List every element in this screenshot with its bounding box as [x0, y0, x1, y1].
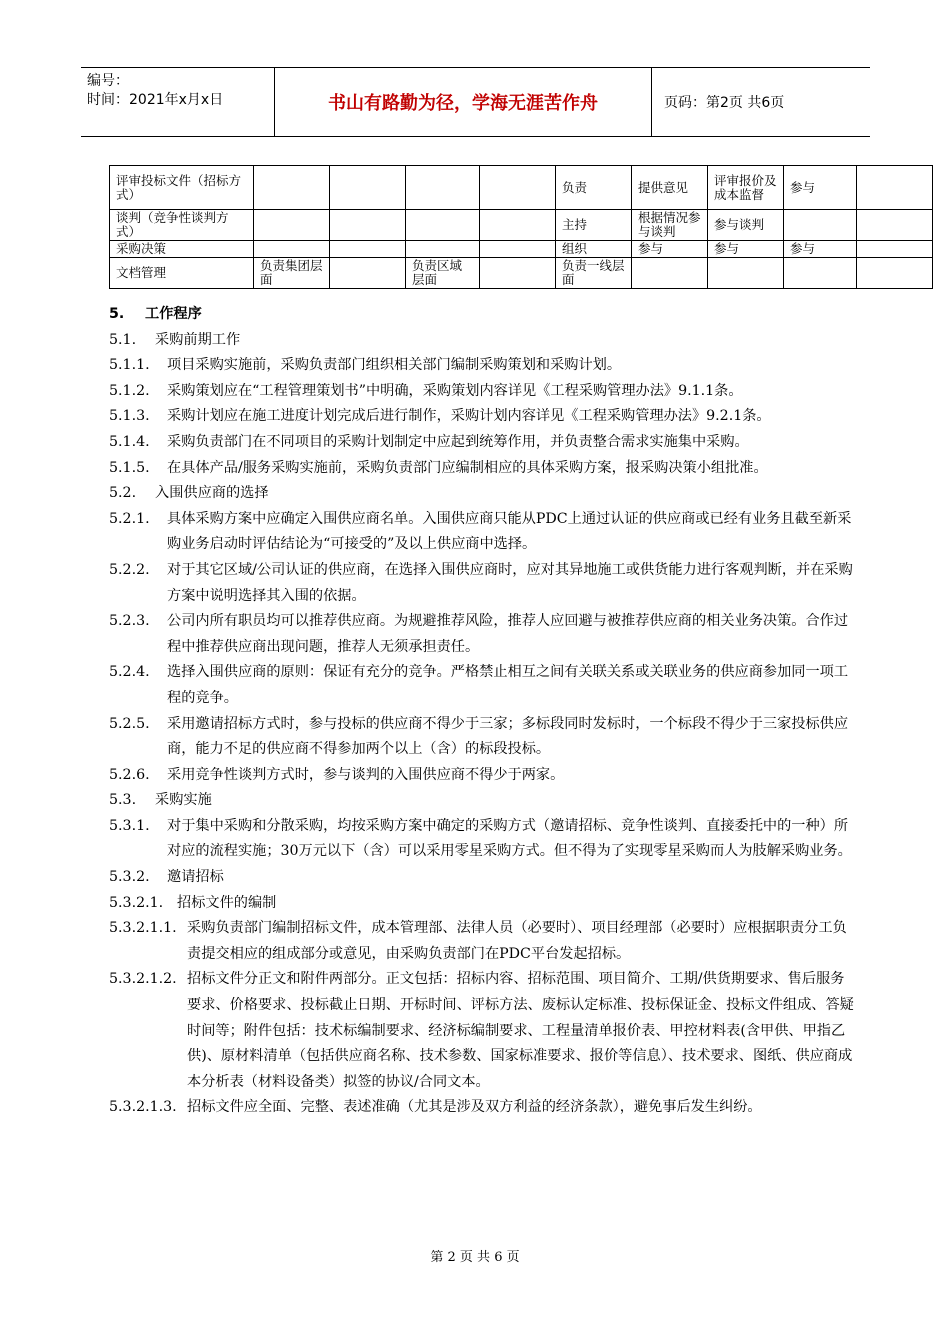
- section-number: 5.1.1.: [109, 357, 150, 374]
- section-text: 招标文件的编制: [177, 894, 277, 911]
- section-text: 在具体产品/服务采购实施前，采购负责部门应编制相应的具体采购方案，报采购决策小组批准。: [167, 459, 768, 476]
- section-paragraph: [109, 456, 854, 482]
- table-row: [110, 210, 933, 241]
- table-cell: [330, 166, 406, 210]
- table-cell: [254, 210, 330, 241]
- section-text: 采购负责部门在不同项目的采购计划制定中应起到统筹作用，并负责整合需求实施集中采购。: [167, 433, 749, 450]
- table-cell: [632, 258, 708, 289]
- table-cell: 组织: [556, 241, 632, 258]
- section-text: 对于集中采购和分散采购，均按采购方案中确定的采购方式（邀请招标、竞争性谈判、直接委托中的一种）所对应的流程实施；30万元以下（含）可以采用零星采购方式。但不得为了实现零星采购而人为肢解采购业务。: [167, 817, 852, 860]
- header-motto: 书山有路勤为径，学海无涯苦作舟: [275, 68, 652, 136]
- table-cell: [254, 166, 330, 210]
- section-paragraph: [109, 609, 854, 660]
- section-text: 采用竞争性谈判方式时，参与谈判的入围供应商不得少于两家。: [167, 766, 565, 783]
- section-paragraph: [109, 712, 854, 763]
- section-number: 5.2.: [109, 485, 137, 502]
- section-paragraph: [109, 507, 854, 558]
- table-cell: [784, 258, 857, 289]
- table-cell: 负责集团层面: [254, 258, 330, 289]
- page-header: [81, 67, 870, 137]
- section-paragraph: [109, 916, 854, 967]
- table-cell: 采购决策: [110, 241, 254, 258]
- table-row: [110, 258, 933, 289]
- section-text: 采购策划应在“工程管理策划书”中明确，采购策划内容详见《工程采购管理办法》9.1.1条。: [167, 382, 743, 399]
- section-number: 5.3.2.1.: [109, 894, 164, 911]
- section-paragraph: [109, 379, 854, 405]
- section-number: 5.2.6.: [109, 766, 150, 783]
- doc-date: 时间：2021年x月x日: [87, 92, 224, 108]
- section-text: 采购负责部门编制招标文件，成本管理部、法律人员（必要时）、项目经理部（必要时）应根据职责分工负责提交相应的组成部分或意见，由采购负责部门在PDC平台发起招标。: [187, 920, 847, 962]
- table-cell: [480, 210, 556, 241]
- table-cell: [857, 241, 933, 258]
- section-text: 采购前期工作: [155, 331, 241, 348]
- section-number: 5.1.3.: [109, 408, 150, 425]
- header-meta: [81, 68, 275, 136]
- table-cell: 根据情况参与谈判: [632, 210, 708, 241]
- table-cell: 评审投标文件（招标方式）: [110, 166, 254, 210]
- table-cell: [857, 258, 933, 289]
- section-paragraph: [109, 660, 854, 711]
- section-number: 5.1.: [109, 331, 137, 348]
- table-cell: [480, 241, 556, 258]
- table-cell: [406, 166, 480, 210]
- section-text: 入围供应商的选择: [155, 485, 269, 502]
- table-cell: [480, 258, 556, 289]
- section-number: 5.3.: [109, 792, 137, 809]
- section-number: 5.2.4.: [109, 664, 150, 681]
- section-paragraph: [109, 353, 854, 379]
- section-number: 5.3.2.: [109, 869, 150, 886]
- section-text: 邀请招标: [167, 869, 224, 886]
- section-text: 对于其它区域/公司认证的供应商，在选择入围供应商时，应对其异地施工或供货能力进行客观判断，并在采购方案中说明选择其入围的依据。: [167, 561, 853, 604]
- section-paragraph: [109, 481, 854, 507]
- section-paragraph: [109, 404, 854, 430]
- section-text: 招标文件分正文和附件两部分。正文包括：招标内容、招标范围、项目简介、工期/供货期要求、售后服务要求、价格要求、投标截止日期、开标时间、评标方法、废标认定标准、投标保证金、投标文件组成、答疑时间等；附件包括：技术标编制要求、经济标编制要求、工程量清单报价表、甲控材料表(含甲供、甲指乙供)、原材料清单（包括供应商名称、技术参数、国家标准要求、报价等信息）、技术要求、图纸、供应商成本分析表（材料设备类）拟签的协议/合同文本。: [187, 971, 854, 1090]
- table-cell: [406, 210, 480, 241]
- section-text: 采购计划应在施工进度计划完成后进行制作，采购计划内容详见《工程采购管理办法》9.2.1条。: [167, 408, 771, 425]
- table-cell: 参与: [708, 241, 784, 258]
- table-cell: [480, 166, 556, 210]
- table-cell: 参与: [784, 241, 857, 258]
- page-footer: 第 2 页 共 6 页: [430, 1250, 520, 1265]
- section-number: 5.2.2.: [109, 561, 150, 578]
- section-paragraph: [109, 763, 854, 789]
- section-number: 5.3.1.: [109, 817, 150, 834]
- table-cell: [857, 166, 933, 210]
- section-paragraph: [109, 788, 854, 814]
- table-cell: 参与: [632, 241, 708, 258]
- section-text: 采购实施: [155, 792, 212, 809]
- section-paragraph: [109, 328, 854, 354]
- section-text: 工作程序: [145, 306, 202, 322]
- table-cell: 提供意见: [632, 166, 708, 210]
- table-row: [110, 166, 933, 210]
- section-paragraph: [109, 1095, 854, 1121]
- section-text: 选择入围供应商的原则：保证有充分的竞争。严格禁止相互之间有关联关系或关联业务的供应商参加同一项工程的竞争。: [167, 664, 849, 706]
- table-cell: 主持: [556, 210, 632, 241]
- section-number: 5.2.3.: [109, 613, 150, 630]
- section-paragraph: [109, 430, 854, 456]
- document-body: [109, 302, 854, 1121]
- table-cell: [254, 241, 330, 258]
- table-cell: [330, 210, 406, 241]
- table-cell: [857, 210, 933, 241]
- section-text: 公司内所有职员均可以推荐供应商。为规避推荐风险，推荐人应回避与被推荐供应商的相关业务决策。合作过程中推荐供应商出现问题，推荐人无须承担责任。: [167, 613, 849, 655]
- section-number: 5.: [109, 306, 125, 322]
- section-number: 5.3.2.1.3.: [109, 1099, 177, 1116]
- section-text: 采用邀请招标方式时，参与投标的供应商不得少于三家；多标段同时发标时，一个标段不得少于三家投标供应商，能力不足的供应商不得参加两个以上（含）的标段投标。: [167, 715, 849, 758]
- section-text: 具体采购方案中应确定入围供应商名单。入围供应商只能从PDC上通过认证的供应商或已经有业务且截至新采购业务启动时评估结论为“可接受的”及以上供应商中选择。: [167, 510, 852, 553]
- table-cell: 负责: [556, 166, 632, 210]
- table-cell: 文档管理: [110, 258, 254, 289]
- section-paragraph: [109, 558, 854, 609]
- section-number: 5.2.5.: [109, 715, 150, 732]
- responsibility-table: [109, 165, 933, 289]
- section-paragraph: [109, 967, 854, 1095]
- table-cell: 评审报价及成本监督: [708, 166, 784, 210]
- section-text: 项目采购实施前，采购负责部门组织相关部门编制采购策划和采购计划。: [167, 357, 622, 374]
- section-number: 5.1.2.: [109, 382, 150, 399]
- table-cell: [330, 258, 406, 289]
- doc-number-label: 编号：: [87, 73, 129, 89]
- section-paragraph: [109, 891, 854, 917]
- section-number: 5.3.2.1.2.: [109, 971, 177, 988]
- table-cell: 负责一线层面: [556, 258, 632, 289]
- header-page-info: 页码：第2页 共6页: [664, 95, 785, 111]
- section-paragraph: [109, 814, 854, 865]
- table-cell: [708, 258, 784, 289]
- section-number: 5.1.4.: [109, 433, 150, 450]
- section-number: 5.1.5.: [109, 459, 150, 476]
- table-cell: 参与: [784, 166, 857, 210]
- table-cell: 参与谈判: [708, 210, 784, 241]
- section-number: 5.3.2.1.1.: [109, 920, 177, 937]
- table-cell: [784, 210, 857, 241]
- table-cell: 谈判（竞争性谈判方式）: [110, 210, 254, 241]
- section-number: 5.2.1.: [109, 510, 150, 527]
- section-paragraph: [109, 865, 854, 891]
- section-paragraph: [109, 302, 854, 328]
- table-row: [110, 241, 933, 258]
- section-text: 招标文件应全面、完整、表述准确（尤其是涉及双方利益的经济条款），避免事后发生纠纷。: [187, 1099, 762, 1116]
- table-cell: 负责区域层面: [406, 258, 480, 289]
- table-cell: [330, 241, 406, 258]
- table-cell: [406, 241, 480, 258]
